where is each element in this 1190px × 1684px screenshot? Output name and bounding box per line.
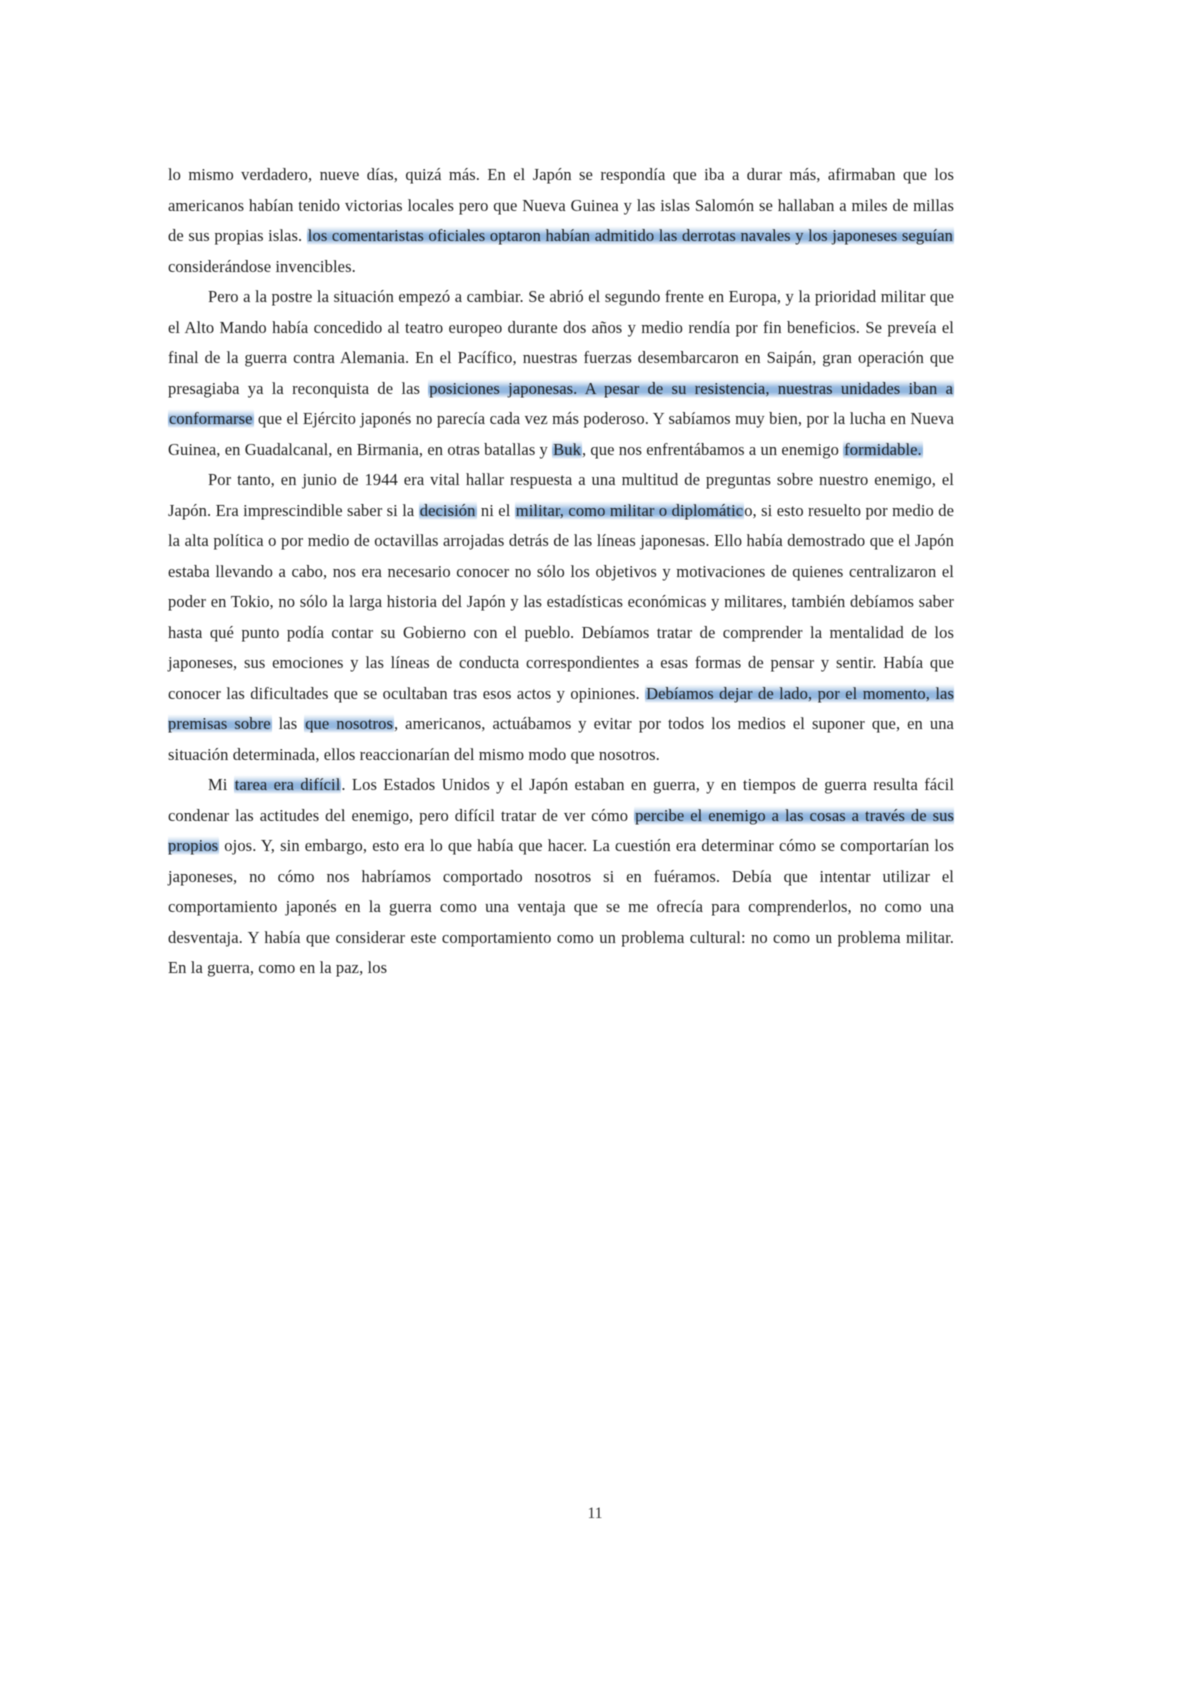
highlighted-text: los comentaristas oficiales optaron habían admitido las derrotas navales y los japoneses seguían bbox=[307, 226, 953, 245]
paragraph: Por tanto, en junio de 1944 era vital hallar respuesta a una multitud de preguntas sobre nuestro enemigo, el Japón. Era imprescindible saber si la decisión ni el militar, como militar o diplomático, si esto resuelto por medio de la alta política o por medio de octavillas arrojadas detrás de las líneas japonesas. Ello había demostrado que el Japón estaba llevando a cabo, nos era necesario conocer no sólo los objetivos y motivaciones de quienes centralizaron el poder en Tokio, no sólo la larga historia del Japón y las estadísticas económicas y militares, también debíamos saber hasta qué punto podía contar su Gobierno con el pueblo. Debíamos tratar de comprender la mentalidad de los japoneses, sus emociones y las líneas de conducta correspondientes a esas formas de pensar y sentir. Había que conocer las dificultades que se ocultaban tras esos actos y opiniones. Debíamos dejar de lado, por el momento, las premisas sobre las que nosotros, americanos, actuábamos y evitar por todos los medios el suponer que, en una situación determinada, ellos reaccionarían del mismo modo que nosotros. bbox=[168, 470, 955, 764]
highlighted-text: conformarse bbox=[169, 409, 253, 428]
paragraph: Pero a la postre la situación empezó a cambiar. Se abrió el segundo frente en Europa, y la prioridad militar que el Alto Mando había concedido al teatro europeo durante dos años y medio rendía por fin beneficios. Se preveía el final de la guerra contra Alemania. En el Pacífico, nuestras fuerzas desembarcaron en Saipán, gran operación que presagiaba ya la reconquista de las posiciones japonesas. A pesar de su resistencia, nuestras unidades iban a conformarse que el Ejército japonés no parecía cada vez más poderoso. Y sabíamos muy bien, por la lucha en Nueva Guinea, en Guadalcanal, en Birmania, en otras batallas y Buk, que nos enfrentábamos a un enemigo formidable. bbox=[168, 287, 954, 459]
highlighted-text: tarea era difícil bbox=[234, 775, 341, 794]
page-number: 11 bbox=[587, 1505, 603, 1522]
paragraph: lo mismo verdadero, nueve días, quizá más. En el Japón se respondía que iba a durar más, afirmaban que los americanos habían tenido victorias locales pero que Nueva Guinea y las islas Salomón se hallaban a miles de millas de sus propias islas. los comentaristas oficiales optaron habían admitido las derrotas navales y los japoneses seguían considerándose invencibles. bbox=[168, 165, 954, 276]
paragraph: Mi tarea era difícil. Los Estados Unidos y el Japón estaban en guerra, y en tiempos de guerra resulta fácil condenar las actitudes del enemigo, pero difícil tratar de ver cómo percibe el enemigo a las cosas a través de sus propios ojos. Y, sin embargo, esto era lo que había que hacer. La cuestión era determinar cómo se comportarían los japoneses, no cómo nos habríamos comportado nosotros si en fuéramos. Debía que intentar utilizar el comportamiento japonés en la guerra como una ventaja que se me ofrecía para comprenderlos, no como una desventaja. Y había que considerar este comportamiento como un problema cultural: no como un problema militar. En la guerra, como en la paz, los bbox=[168, 775, 955, 977]
highlighted-text: que nosotros bbox=[305, 714, 393, 733]
highlighted-text: posiciones japonesas. A pesar de su resistencia, nuestras unidades iban a bbox=[429, 378, 953, 398]
page-body bbox=[168, 160, 954, 984]
highlighted-text: Debíamos dejar de lado, por el momento, las premisas sobre bbox=[168, 683, 954, 733]
highlighted-text: militar, como militar o diplomátic bbox=[515, 500, 744, 520]
highlighted-text: Buk bbox=[553, 439, 581, 459]
highlighted-text: percibe el enemigo a las cosas a través de sus propios bbox=[168, 805, 954, 855]
highlighted-text: formidable. bbox=[844, 439, 922, 459]
highlighted-text: decisión bbox=[419, 500, 476, 520]
